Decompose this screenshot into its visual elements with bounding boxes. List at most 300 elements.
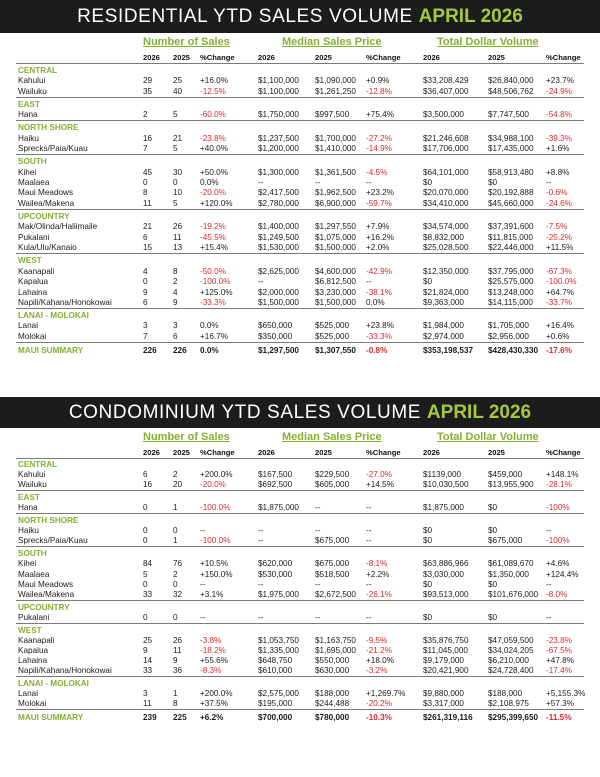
cell-s2: 9 (173, 297, 178, 307)
cell-m2: $244,488 (315, 699, 350, 709)
cell-tp: +148.1% (546, 470, 579, 480)
cell-s2: 5 (173, 198, 178, 208)
cell-t1: $0 (423, 612, 433, 622)
median-group-header: Median Sales Price (282, 431, 382, 443)
cell-m2: $1,410,000 (315, 144, 356, 154)
cell-t1: $63,886,966 (423, 559, 469, 569)
cell-s1: 0 (143, 503, 148, 513)
cell-sp: -- (200, 612, 206, 622)
cell-t1: $93,513,000 (423, 589, 469, 599)
cell-s2: 30 (173, 167, 183, 177)
cell-m2: $1,297,550 (315, 222, 356, 232)
cell-t1: $9,363,000 (423, 297, 464, 307)
area-name: Hana (18, 503, 38, 513)
cell-s1: 84 (143, 559, 153, 569)
sales-group-header: Number of Sales (143, 36, 230, 48)
cell-mp: +23.8% (366, 321, 394, 331)
region-label: CENTRAL (18, 66, 58, 75)
cell-t2: $26,840,000 (488, 76, 534, 86)
area-name: Wailuku (18, 86, 47, 96)
cell-sp: +40.0% (200, 144, 228, 154)
cell-t1: $11,045,000 (423, 645, 468, 655)
cell-s1: 8 (143, 188, 148, 198)
cell-s1: 0 (143, 277, 148, 287)
cell-sp: -- (200, 579, 206, 589)
area-name: Hana (18, 110, 38, 120)
area-name: Lahaina (18, 656, 48, 666)
cell-m2: $675,000 (315, 559, 350, 569)
cell-mp: -0.8% (366, 345, 388, 355)
condominium-period: APRIL 2026 (426, 402, 532, 423)
cell-s2: 5 (173, 110, 178, 120)
cell-t1: $33,208,429 (423, 76, 469, 86)
cell-m2: $1,090,000 (315, 76, 356, 86)
cell-sp: -60.0% (200, 110, 226, 120)
cell-s1: 0 (143, 536, 148, 546)
cell-t2: $11,815,000 (488, 232, 533, 242)
cell-t2: $6,210,000 (488, 656, 529, 666)
cell-t1: $21,824,000 (423, 287, 469, 297)
cell-tp: -- (546, 526, 552, 536)
cell-m1: -- (258, 579, 264, 589)
cell-tp: +57.3% (546, 699, 574, 709)
cell-mp: +2.0% (366, 243, 390, 253)
cell-s1: 9 (143, 645, 148, 655)
cell-t1: $261,319,116 (423, 713, 473, 723)
cell-tp: +8.8% (546, 167, 570, 177)
cell-m1: $1,053,750 (258, 635, 299, 645)
cell-mp: +1,269.7% (366, 689, 406, 699)
summary-label: MAUI SUMMARY (18, 345, 84, 355)
area-name: Sprecks/Paia/Kuau (18, 144, 88, 154)
cell-tp: -24.9% (546, 86, 572, 96)
area-name: Molokai (18, 331, 47, 341)
cell-mp: -12.8% (366, 86, 392, 96)
cell-s1: 29 (143, 76, 153, 86)
cell-s1: 14 (143, 656, 153, 666)
cell-sp: +6.2% (200, 713, 224, 723)
cell-t1: $21,246,608 (423, 133, 469, 143)
cell-tp: -7.5% (546, 222, 568, 232)
cell-m2: $2,672,500 (315, 589, 356, 599)
area-name: Lanai (18, 321, 39, 331)
cell-t2: $45,660,000 (488, 198, 534, 208)
cell-tp: +124.4% (546, 569, 579, 579)
cell-t2: $22,446,000 (488, 243, 534, 253)
cell-s2: 0 (173, 612, 178, 622)
cell-t1: $0 (423, 178, 433, 187)
cell-sp: -12.5% (200, 86, 226, 96)
cell-m1: -- (258, 536, 264, 546)
cell-s1: 21 (143, 222, 153, 232)
cell-s2: 0 (173, 579, 178, 589)
cell-tp: -67.5% (546, 645, 572, 655)
cell-s2: 20 (173, 480, 183, 490)
cell-s2: 13 (173, 243, 183, 253)
cell-tp: -24.6% (546, 198, 572, 208)
residential-table (0, 33, 600, 393)
cell-t2: $1,350,000 (488, 569, 529, 579)
cell-mp: +2.2% (366, 569, 390, 579)
cell-m2: $4,600,000 (315, 266, 356, 276)
cell-sp: -23.8% (200, 133, 226, 143)
cell-t2: $2,956,000 (488, 331, 529, 341)
region-label: SOUTH (18, 549, 47, 559)
area-name: Maalaea (18, 569, 50, 579)
cell-tp: -100% (546, 503, 570, 513)
area-name: Kula/Ulu/Kanaio (18, 243, 77, 253)
header-rule (16, 63, 584, 64)
cell-tp: -23.8% (546, 635, 572, 645)
cell-t1: $34,574,000 (423, 222, 469, 232)
cell-m1: $1,975,000 (258, 589, 299, 599)
cell-s1: 33 (143, 666, 153, 676)
cell-s2: 11 (173, 232, 182, 242)
area-name: Kihei (18, 167, 37, 177)
cell-t1: $353,198,537 (423, 345, 474, 355)
cell-m2: $1,261,250 (315, 86, 356, 96)
cell-tp: +5,155.3% (546, 689, 586, 699)
cell-m2: -- (315, 612, 321, 622)
cell-t1: $1,984,000 (423, 321, 464, 331)
cell-t2: $47,059,500 (488, 635, 534, 645)
cell-mp: +16.2% (366, 232, 394, 242)
cell-sp: +3.1% (200, 589, 224, 599)
cell-t1: $0 (423, 579, 433, 589)
cell-t1: $20,421,900 (423, 666, 469, 676)
header-rule (16, 458, 584, 459)
cell-mp: -38.1% (366, 287, 392, 297)
cell-sp: +16.0% (200, 76, 228, 86)
sales-group-header: Number of Sales (143, 431, 230, 443)
cell-t2: $48,506,762 (488, 86, 534, 96)
cell-tp: -8.0% (546, 589, 568, 599)
cell-m2: -- (315, 579, 321, 589)
area-name: Maui Meadows (18, 188, 74, 198)
cell-s1: 15 (143, 243, 153, 253)
cell-t2: $37,391,600 (488, 222, 534, 232)
cell-t1: $25,028,500 (423, 243, 469, 253)
cell-s2: 1 (173, 503, 178, 513)
cell-s2: 76 (173, 559, 183, 569)
cell-s1: 11 (143, 198, 152, 208)
residential-period: APRIL 2026 (418, 6, 523, 27)
cell-m2: $3,230,000 (315, 287, 356, 297)
cell-s2: 25 (173, 76, 183, 86)
cell-t2: $0 (488, 178, 498, 187)
cell-t1: $0 (423, 536, 433, 546)
region-divider (16, 600, 584, 601)
cell-mp: -14.9% (366, 144, 392, 154)
cell-m2: $188,000 (315, 689, 350, 699)
region-label: EAST (18, 99, 40, 109)
median-group-header: Median Sales Price (282, 36, 382, 48)
cell-sp: +15.4% (200, 243, 228, 253)
cell-t2: $295,399,650 (488, 713, 539, 723)
area-name: Pukalani (18, 612, 50, 622)
cell-m2: $1,307,550 (315, 345, 356, 355)
cell-sp: -19.2% (200, 222, 226, 232)
cell-s1: 9 (143, 287, 148, 297)
cell-m1: $2,000,000 (258, 287, 299, 297)
cell-t1: $1139,000 (423, 470, 462, 480)
cell-t1: $8,832,000 (423, 232, 464, 242)
cell-m1: $2,625,000 (258, 266, 299, 276)
cell-t1: $9,880,000 (423, 689, 464, 699)
cell-t1: $64,101,000 (423, 167, 469, 177)
cell-tp: -67.3% (546, 266, 572, 276)
cell-m2: $1,962,500 (315, 188, 356, 198)
cell-s2: 8 (173, 699, 178, 709)
region-divider (16, 513, 584, 514)
cell-t2: $37,795,000 (488, 266, 534, 276)
area-name: Sprecks/Paia/Kuau (18, 536, 88, 546)
cell-m1: $610,000 (258, 666, 293, 676)
cell-s2: 1 (173, 536, 178, 546)
sales-year2-header: 2025 (173, 448, 190, 457)
cell-mp: -59.7% (366, 198, 392, 208)
total-pct-header: %Change (546, 53, 581, 62)
cell-mp: -8.1% (366, 559, 388, 569)
cell-mp: -20.2% (366, 699, 392, 709)
cell-m1: $1,750,000 (258, 110, 299, 120)
cell-mp: +18.0% (366, 656, 394, 666)
median-pct-header: %Change (366, 448, 401, 457)
cell-s1: 2 (143, 110, 148, 120)
total-year2-header: 2025 (488, 448, 505, 457)
region-label: UPCOUNTRY (18, 602, 70, 612)
area-name: Haiku (18, 133, 39, 143)
cell-m1: $692,500 (258, 480, 293, 490)
area-name: Mak/Olinda/Haliimaile (18, 222, 98, 232)
cell-m2: $675,000 (315, 536, 350, 546)
cell-s1: 6 (143, 232, 148, 242)
cell-m2: $1,361,500 (315, 167, 356, 177)
total-pct-header: %Change (546, 448, 581, 457)
cell-tp: -0.6% (546, 188, 568, 198)
cell-m2: $229,500 (315, 470, 350, 480)
area-name: Haiku (18, 526, 39, 536)
cell-m2: $997,500 (315, 110, 350, 120)
cell-m2: $780,000 (315, 713, 350, 723)
cell-sp: -50.0% (200, 266, 226, 276)
cell-m2: -- (315, 503, 321, 513)
region-divider (16, 490, 584, 491)
cell-t2: $13,955,900 (488, 480, 534, 490)
cell-s2: 225 (173, 713, 187, 723)
cell-t1: $12,350,000 (423, 266, 469, 276)
cell-m1: $1,237,500 (258, 133, 299, 143)
area-name: Kahului (18, 76, 46, 86)
cell-tp: -100% (546, 536, 570, 546)
cell-mp: -- (366, 178, 372, 187)
area-name: Kaanapali (18, 266, 55, 276)
cell-tp: +16.4% (546, 321, 574, 331)
cell-m2: $1,500,000 (315, 297, 356, 307)
area-name: Molokai (18, 699, 47, 709)
area-name: Kapalua (18, 645, 49, 655)
area-name: Kaanapali (18, 635, 55, 645)
cell-tp: -- (546, 612, 552, 622)
region-label: WEST (18, 625, 42, 635)
cell-mp: +7.9% (366, 222, 390, 232)
cell-s1: 33 (143, 589, 153, 599)
cell-m1: $650,000 (258, 321, 293, 331)
cell-m1: $648,750 (258, 656, 293, 666)
cell-mp: -3.2% (366, 666, 388, 676)
cell-m2: $518,500 (315, 569, 350, 579)
cell-t2: $101,676,000 (488, 589, 539, 599)
cell-t1: $36,407,000 (423, 86, 469, 96)
cell-s2: 3 (173, 321, 178, 331)
cell-tp: +23.7% (546, 76, 574, 86)
cell-s2: 40 (173, 86, 183, 96)
cell-t2: $0 (488, 503, 498, 513)
region-divider (16, 676, 584, 677)
cell-t2: $13,248,000 (488, 287, 534, 297)
region-divider (16, 154, 584, 155)
cell-t2: $34,024,205 (488, 645, 534, 655)
cell-tp: +1.6% (546, 144, 570, 154)
region-divider (16, 623, 584, 624)
cell-sp: 0.0% (200, 321, 219, 331)
cell-sp: +16.7% (200, 331, 228, 341)
cell-s1: 25 (143, 635, 153, 645)
cell-m1: -- (258, 526, 264, 536)
cell-sp: +55.6% (200, 656, 228, 666)
cell-s2: 0 (173, 526, 178, 536)
cell-s2: 26 (173, 222, 183, 232)
cell-t2: $7,747,500 (488, 110, 529, 120)
cell-tp: +0.6% (546, 331, 570, 341)
sales-pct-header: %Change (200, 53, 235, 62)
cell-sp: +120.0% (200, 198, 233, 208)
sales-year2-header: 2025 (173, 53, 190, 62)
cell-s2: 5 (173, 144, 178, 154)
cell-tp: -25.2% (546, 232, 572, 242)
cell-t2: $188,000 (488, 689, 523, 699)
area-name: Kahului (18, 470, 46, 480)
total-year1-header: 2026 (423, 448, 440, 457)
cell-m1: $1,200,000 (258, 144, 299, 154)
cell-t2: $459,000 (488, 470, 523, 480)
cell-s1: 226 (143, 345, 157, 355)
cell-t2: $1,705,000 (488, 321, 529, 331)
cell-s1: 0 (143, 526, 148, 536)
area-name: Kapalua (18, 277, 49, 287)
cell-m2: -- (315, 526, 321, 536)
cell-mp: -- (366, 277, 372, 287)
cell-tp: -11.5% (546, 713, 572, 723)
cell-mp: -- (366, 579, 372, 589)
cell-sp: -45.5% (200, 232, 226, 242)
cell-s2: 11 (173, 645, 182, 655)
region-label: LANAI - MOLOKAI (18, 679, 89, 688)
cell-s2: 6 (173, 331, 178, 341)
cell-m2: $630,000 (315, 666, 350, 676)
cell-t1: $3,030,000 (423, 569, 464, 579)
cell-mp: +0.9% (366, 76, 390, 86)
cell-t1: $20,070,000 (423, 188, 469, 198)
cell-m1: $1,297,500 (258, 345, 299, 355)
cell-s2: 26 (173, 635, 183, 645)
area-name: Pukalani (18, 232, 50, 242)
region-label: SOUTH (18, 157, 47, 167)
area-name: Wailea/Makena (18, 198, 75, 208)
cell-tp: +47.8% (546, 656, 574, 666)
cell-t2: $58,913,480 (488, 167, 534, 177)
cell-sp: -3.8% (200, 635, 222, 645)
median-year2-header: 2025 (315, 448, 332, 457)
cell-s1: 7 (143, 331, 148, 341)
cell-m1: $1,500,000 (258, 297, 299, 307)
cell-m1: $2,417,500 (258, 188, 299, 198)
cell-s1: 35 (143, 86, 153, 96)
cell-m1: $1,300,000 (258, 167, 299, 177)
region-label: UPCOUNTRY (18, 211, 70, 221)
area-name: Lahaina (18, 287, 48, 297)
condominium-table (0, 428, 600, 777)
cell-m1: $1,100,000 (258, 86, 299, 96)
cell-mp: -10.3% (366, 713, 392, 723)
cell-sp: +50.0% (200, 167, 228, 177)
region-label: CENTRAL (18, 460, 58, 469)
cell-mp: -- (366, 612, 372, 622)
cell-tp: -28.1% (546, 480, 572, 490)
cell-s1: 6 (143, 470, 148, 480)
cell-s1: 239 (143, 713, 157, 723)
cell-s1: 0 (143, 579, 148, 589)
cell-mp: 0.0% (366, 297, 385, 307)
residential-title: RESIDENTIAL YTD SALES VOLUME (77, 6, 413, 27)
cell-m2: -- (315, 178, 321, 187)
area-name: Wailea/Makena (18, 589, 75, 599)
cell-s2: 8 (173, 266, 178, 276)
cell-t2: $0 (488, 579, 498, 589)
cell-sp: 0.0% (200, 178, 219, 187)
summary-divider (16, 342, 584, 343)
area-name: Kihei (18, 559, 37, 569)
area-name: Wailuku (18, 480, 47, 490)
cell-t2: $0 (488, 612, 498, 622)
cell-m2: $6,812,500 (315, 277, 356, 287)
cell-m1: $2,780,000 (258, 198, 299, 208)
cell-m1: -- (258, 277, 264, 287)
cell-mp: -- (366, 536, 372, 546)
cell-sp: +125.0% (200, 287, 233, 297)
cell-mp: +75.4% (366, 110, 394, 120)
cell-m2: $1,163,750 (315, 635, 356, 645)
area-name: Napili/Kahana/Honokowai (18, 297, 112, 307)
cell-s2: 2 (173, 277, 178, 287)
summary-divider (16, 709, 584, 710)
cell-sp: 0.0% (200, 345, 219, 355)
cell-s1: 3 (143, 689, 148, 699)
cell-mp: -26.1% (366, 589, 392, 599)
cell-s2: 0 (173, 178, 178, 187)
cell-sp: +150.0% (200, 569, 233, 579)
cell-t2: $34,988,100 (488, 133, 534, 143)
cell-mp: -4.5% (366, 167, 388, 177)
region-label: EAST (18, 493, 40, 503)
condominium-title: CONDOMINIUM YTD SALES VOLUME (68, 402, 422, 423)
cell-m1: $530,000 (258, 569, 293, 579)
cell-t1: $0 (423, 526, 433, 536)
cell-t1: $2,974,000 (423, 331, 464, 341)
cell-t1: $0 (423, 277, 433, 287)
cell-s2: 4 (173, 287, 178, 297)
cell-mp: +14.5% (366, 480, 394, 490)
